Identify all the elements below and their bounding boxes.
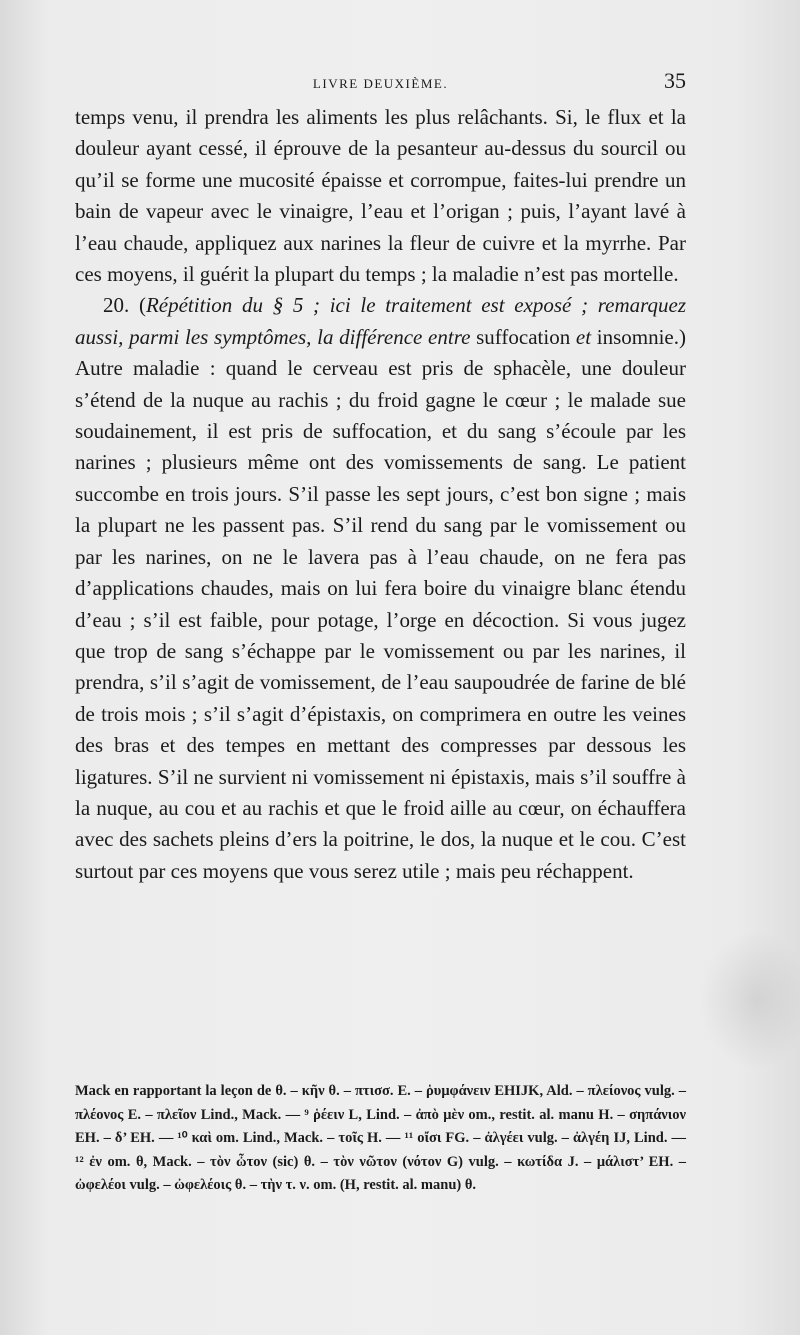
footnotes	[75, 1080, 686, 1198]
section-body: Autre maladie : quand le cerveau est pris de sphacèle, une douleur s’étend de la nuque au rachis ; du froid gagne le cœur ; le malade sue soudainement, il est pris de suffocation, et du sang s’écoule par les narines ; plusieurs même ont des vomissements de sang. Le patient succombe en trois jours. S’il passe les sept jours, c’est bon signe ; mais la plupart ne les passent pas. S’il rend du sang par le vomissement ou par les narines, on ne le lavera pas à l’eau chaude, on ne fera pas d’applications chaudes, mais on lui fera boire du vinaigre blanc étendu d’eau ; s’il est faible, pour potage, l’orge en décoction. Si vous jugez que trop de sang s’échappe par le vomissement ou par les narines, il prendra, s’il s’agit de vomissement, de l’eau saupoudrée de farine de blé de trois mois ; s’il s’agit d’épistaxis, on comprimera en outre les veines des bras et des tempes en mettant des compresses par dessous les ligatures. S’il ne survient ni vomissement ni épistaxis, mais s’il souffre à la nuque, au cou et au rachis et que le froid aille au cœur, on échauffera avec des sachets pleins d’ers la poitrine, le dos, la nuque et le cou. C’est surtout par ces moyens que vous serez utile ; mais peu réchappent.	[75, 356, 686, 883]
footnote-text: Mack en rapportant la leçon de θ. – κῆν θ. – πτισσ. E. – ῥυμφάνειν EHIJK, Ald. – πλείονος vulg. – πλέονος E. – πλεῖον Lind., Mack. — ⁹ ῥέειν L, Lind. – ἀπὸ μὲν om., restit. al. manu H. – σηπάνιον EH. – δ’ EH. — ¹⁰ καὶ om. Lind., Mack. – τοῖς H. — ¹¹ οἴσι FG. – ἀλγέει vulg. – ἀλγέη IJ, Lind. — ¹² ἐν om. θ, Mack. – τὸν ὦτον (sic) θ. – τὸν νῶτον (νότον G) vulg. – κωτίδα J. – μάλιστ’ EH. – ὠφελέοι vulg. – ὠφελέοις θ. – τὴν τ. ν. om. (H, restit. al. manu) θ.	[75, 1083, 686, 1194]
section-italic-note: Répétition du § 5 ; ici le traitement est exposé ; remarquez aussi, parmi les symptômes, la différence entre	[75, 293, 687, 349]
section-word-suffocation: suffocation	[470, 324, 576, 349]
page-stain	[700, 930, 800, 1070]
main-text	[75, 102, 686, 887]
paragraph-1: temps venu, il prendra les aliments les plus relâchants. Si, le flux et la douleur ayant cessé, il éprouve de la pesanteur au-dessus du sourcil ou qu’il se forme une mucosité épaisse et corrompue, faites-lui prendre un bain de vapeur avec le vinaigre, l’eau et l’origan ; puis, l’ayant lavé à l’eau chaude, appliquez aux narines la fleur de cuivre et la myrrhe. Par ces moyens, il guérit la plupart du temps ; la maladie n’est pas mortelle.	[75, 105, 686, 287]
paragraph-20	[75, 290, 686, 887]
section-open-paren: (	[138, 293, 146, 318]
section-italic-et: et	[575, 324, 592, 349]
page-header	[75, 68, 686, 98]
page-number: 35	[664, 68, 686, 93]
section-word-insomnie: insomnie.)	[591, 324, 687, 349]
section-number: 20.	[103, 293, 130, 318]
running-head: LIVRE DEUXIÈME.	[312, 76, 449, 91]
